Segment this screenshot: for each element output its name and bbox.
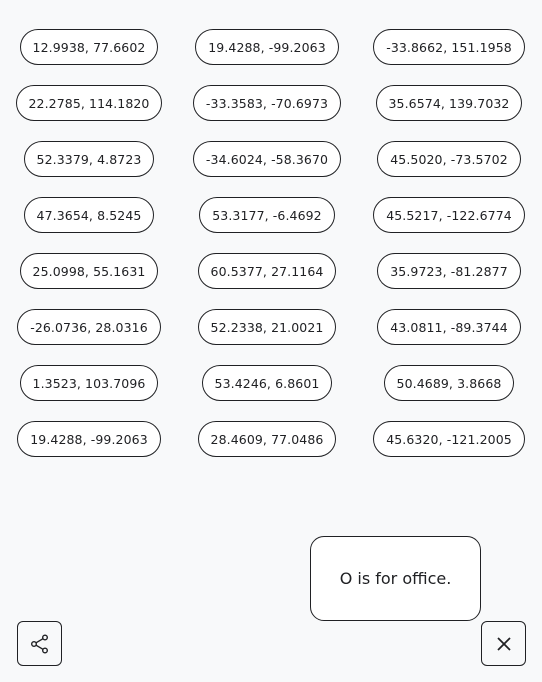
coordinate-grid bbox=[0, 29, 542, 457]
coordinate-chip[interactable]: 45.6320, -121.2005 bbox=[373, 421, 525, 457]
coordinate-chip[interactable]: 52.3379, 4.8723 bbox=[24, 141, 155, 177]
coordinate-chip[interactable]: 60.5377, 27.1164 bbox=[198, 253, 337, 289]
coordinate-chip[interactable]: 28.4609, 77.0486 bbox=[198, 421, 337, 457]
coordinate-chip[interactable]: -26.0736, 28.0316 bbox=[17, 309, 161, 345]
share-icon bbox=[29, 633, 51, 655]
coordinate-chip[interactable]: 1.3523, 103.7096 bbox=[20, 365, 159, 401]
coordinate-chip[interactable]: -33.8662, 151.1958 bbox=[373, 29, 525, 65]
close-button[interactable] bbox=[481, 621, 526, 666]
coordinate-chip[interactable]: 47.3654, 8.5245 bbox=[24, 197, 155, 233]
coordinate-chip[interactable]: 19.4288, -99.2063 bbox=[195, 29, 339, 65]
share-button[interactable] bbox=[17, 621, 62, 666]
coordinate-chip[interactable]: 25.0998, 55.1631 bbox=[20, 253, 159, 289]
hint-card bbox=[310, 536, 481, 621]
coordinate-chip[interactable]: 22.2785, 114.1820 bbox=[16, 85, 163, 121]
coordinate-chip[interactable]: 53.4246, 6.8601 bbox=[202, 365, 333, 401]
coordinate-chip[interactable]: 50.4689, 3.8668 bbox=[384, 365, 515, 401]
coordinate-chip[interactable]: -34.6024, -58.3670 bbox=[193, 141, 341, 177]
coordinate-chip[interactable]: 12.9938, 77.6602 bbox=[20, 29, 159, 65]
coordinate-chip[interactable]: 52.2338, 21.0021 bbox=[198, 309, 337, 345]
coordinate-chip[interactable]: 35.6574, 139.7032 bbox=[376, 85, 523, 121]
coordinate-chip[interactable]: 45.5217, -122.6774 bbox=[373, 197, 525, 233]
coordinate-chip[interactable]: 35.9723, -81.2877 bbox=[377, 253, 521, 289]
hint-text: O is for office. bbox=[339, 569, 452, 588]
coordinate-chip[interactable]: 19.4288, -99.2063 bbox=[17, 421, 161, 457]
coordinate-chip[interactable]: 45.5020, -73.5702 bbox=[377, 141, 521, 177]
coordinate-chip[interactable]: -33.3583, -70.6973 bbox=[193, 85, 341, 121]
coordinate-chip[interactable]: 43.0811, -89.3744 bbox=[377, 309, 521, 345]
close-icon bbox=[495, 635, 513, 653]
coordinate-chip[interactable]: 53.3177, -6.4692 bbox=[199, 197, 335, 233]
